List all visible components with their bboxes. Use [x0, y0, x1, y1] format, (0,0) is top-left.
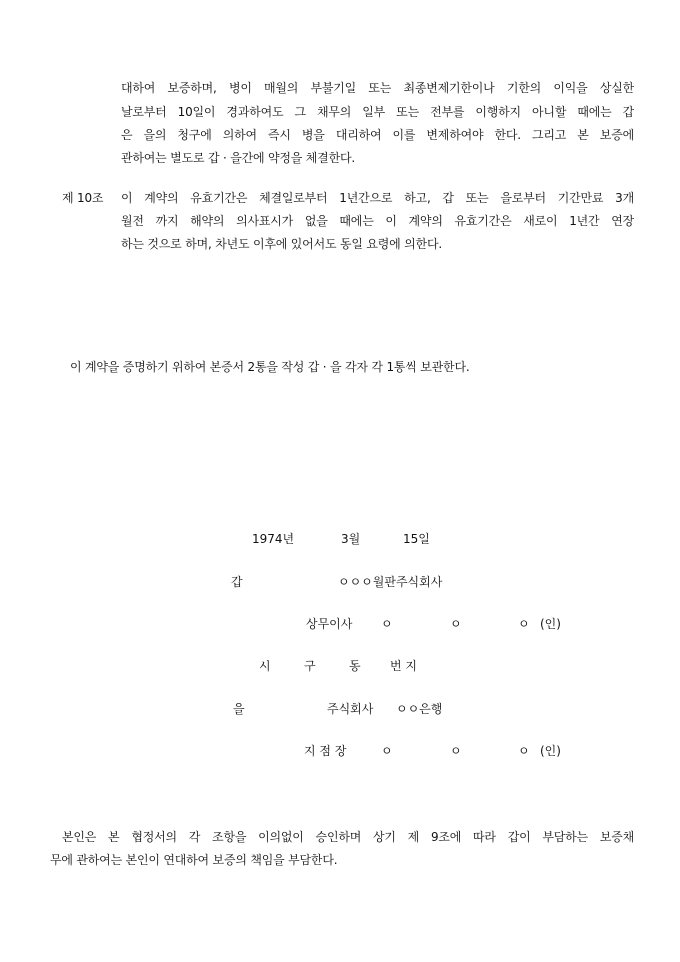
paragraph-line: 날로부터 10일이 경과하여도 그 채무의 일부 또는 전부를 이행하지 아니할 때에는 갑: [121, 105, 634, 119]
party-a-title: 상무이사: [306, 617, 353, 631]
party-a-seal: (인): [540, 617, 561, 631]
address-gu: 구: [304, 659, 316, 673]
party-b-title: 지 점 장: [304, 744, 347, 758]
party-a-name-mark: ㅇ: [450, 617, 462, 631]
party-b-seal: (인): [540, 744, 561, 758]
party-b-name-mark: ㅇ: [450, 744, 462, 758]
party-b-name-mark: ㅇ: [381, 744, 393, 758]
address-dong: 동: [349, 659, 361, 673]
party-a-name-mark: ㅇ: [518, 617, 530, 631]
party-a-company: ㅇㅇㅇ월판주식회사: [338, 575, 443, 589]
address-si: 시: [259, 659, 271, 673]
article-line: 하는 것으로 하며, 차년도 이후에 있어서도 동일 요령에 의한다.: [121, 237, 442, 251]
party-b-company-prefix: 주식회사: [327, 702, 374, 716]
paragraph-line: 관하여는 별도로 갑 · 을간에 약정을 체결한다.: [121, 151, 355, 165]
party-b-label: 을: [233, 702, 245, 716]
date-day: 15일: [403, 532, 430, 546]
party-a-label: 갑: [231, 575, 243, 589]
party-a-name-mark: ㅇ: [381, 617, 393, 631]
party-b-name-mark: ㅇ: [518, 744, 530, 758]
article-line: 월전 까지 해약의 의사표시가 없을 때에는 이 계약의 유효기간은 새로이 1년간 연장: [121, 214, 634, 228]
guarantor-line: 무에 관하여는 본인이 연대하여 보증의 책임을 부담한다.: [50, 853, 338, 867]
date-month: 3월: [341, 532, 361, 546]
article-label: 제 10조: [62, 191, 104, 205]
date-year: 1974년: [252, 532, 295, 546]
party-b-company: ㅇㅇ은행: [396, 702, 443, 716]
paragraph-line: 대하여 보증하며, 병이 매월의 부불기일 또는 최종변제기한이나 기한의 이익을 상실한: [121, 81, 634, 95]
paragraph-line: 은 을의 청구에 의하여 즉시 병을 대리하여 이를 변제하여야 한다. 그리고 본 보증에: [121, 128, 634, 142]
guarantor-line: 본인은 본 협정서의 각 조항을 이의없이 승인하며 상기 제 9조에 따라 갑이 부담하는 보증채: [62, 830, 634, 844]
address-bunji: 번 지: [390, 659, 417, 673]
closing-statement: 이 계약을 증명하기 위하여 본증서 2통을 작성 갑 · 을 각자 각 1통씩 보관한다.: [70, 360, 470, 374]
article-line: 이 계약의 유효기간은 체결일로부터 1년간으로 하고, 갑 또는 을로부터 기간만료 3개: [121, 191, 634, 205]
